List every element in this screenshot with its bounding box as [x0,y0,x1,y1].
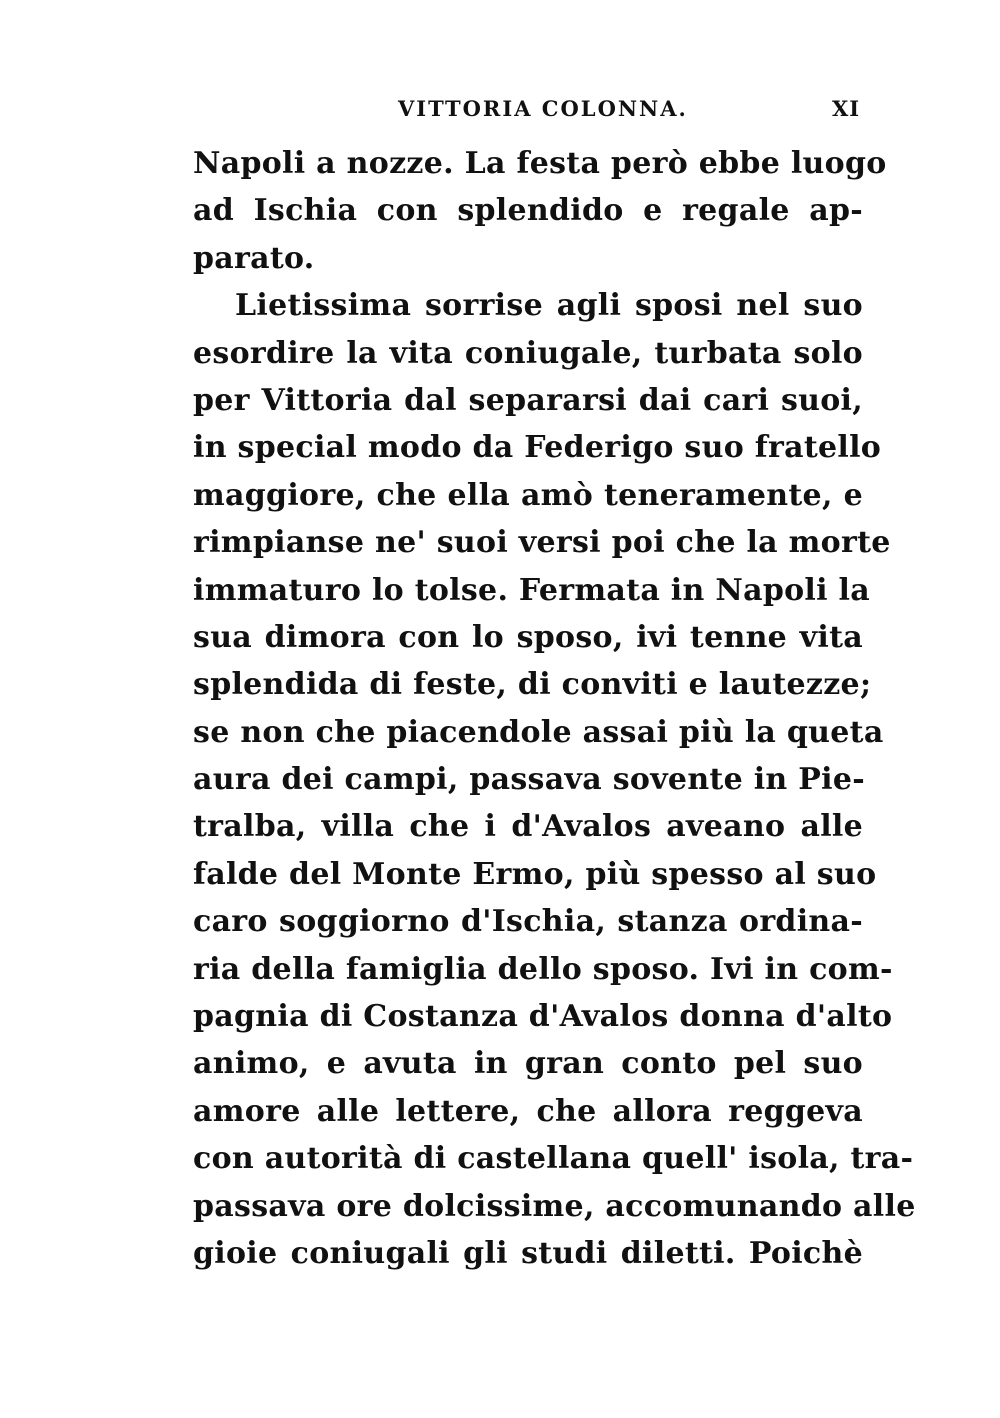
text-line: aura dei campi, passava sovente in Pie- [193,762,865,798]
paragraph-first-line: Lietissima sorrise agli sposi nel suo [235,288,863,324]
running-head-title: VITTORIA COLONNA. [398,96,688,121]
text-line: passava ore dolcissime, accomunando alle [193,1188,916,1224]
text-line: rimpianse ne' suoi versi poi che la morte [193,525,891,561]
text-line: se non che piacendole assai più la queta [193,714,884,750]
text-line: per Vittoria dal separarsi dai cari suoi, [193,382,863,418]
text-line: Napoli a nozze. La festa però ebbe luogo [193,146,887,181]
text-line: con autorità di castellana quell' isola, tra- [193,1141,914,1177]
body-text [193,140,916,1277]
text-line: amore alle lettere, che allora reggeva [193,1093,863,1129]
text-line: tralba, villa che i d'Avalos aveano alle [193,809,863,845]
text-line: splendida di feste, di conviti e lautezze; [193,667,872,703]
text-line: esordire la vita coniugale, turbata solo [193,335,863,371]
text-line: animo, e avuta in gran conto pel suo [193,1046,863,1082]
text-line: ria della famiglia dello sposo. Ivi in com- [193,951,893,987]
text-line: immaturo lo tolse. Fermata in Napoli la [193,572,870,608]
text-line: parato. [193,240,315,276]
text-line: falde del Monte Ermo, più spesso al suo [193,856,877,892]
text-line: pagnia di Costanza d'Avalos donna d'alto [193,999,893,1035]
text-line: sua dimora con lo sposo, ivi tenne vita [193,619,863,655]
page-number: XI [832,96,861,121]
text-line: caro soggiorno d'Ischia, stanza ordina- [193,904,863,940]
text-line: gioie coniugali gli studi diletti. Poichè [193,1235,863,1271]
text-line: ad Ischia con splendido e regale ap- [193,193,863,229]
text-line: in special modo da Federigo suo fratello [193,430,882,466]
text-line: maggiore, che ella amò teneramente, e [193,477,863,513]
